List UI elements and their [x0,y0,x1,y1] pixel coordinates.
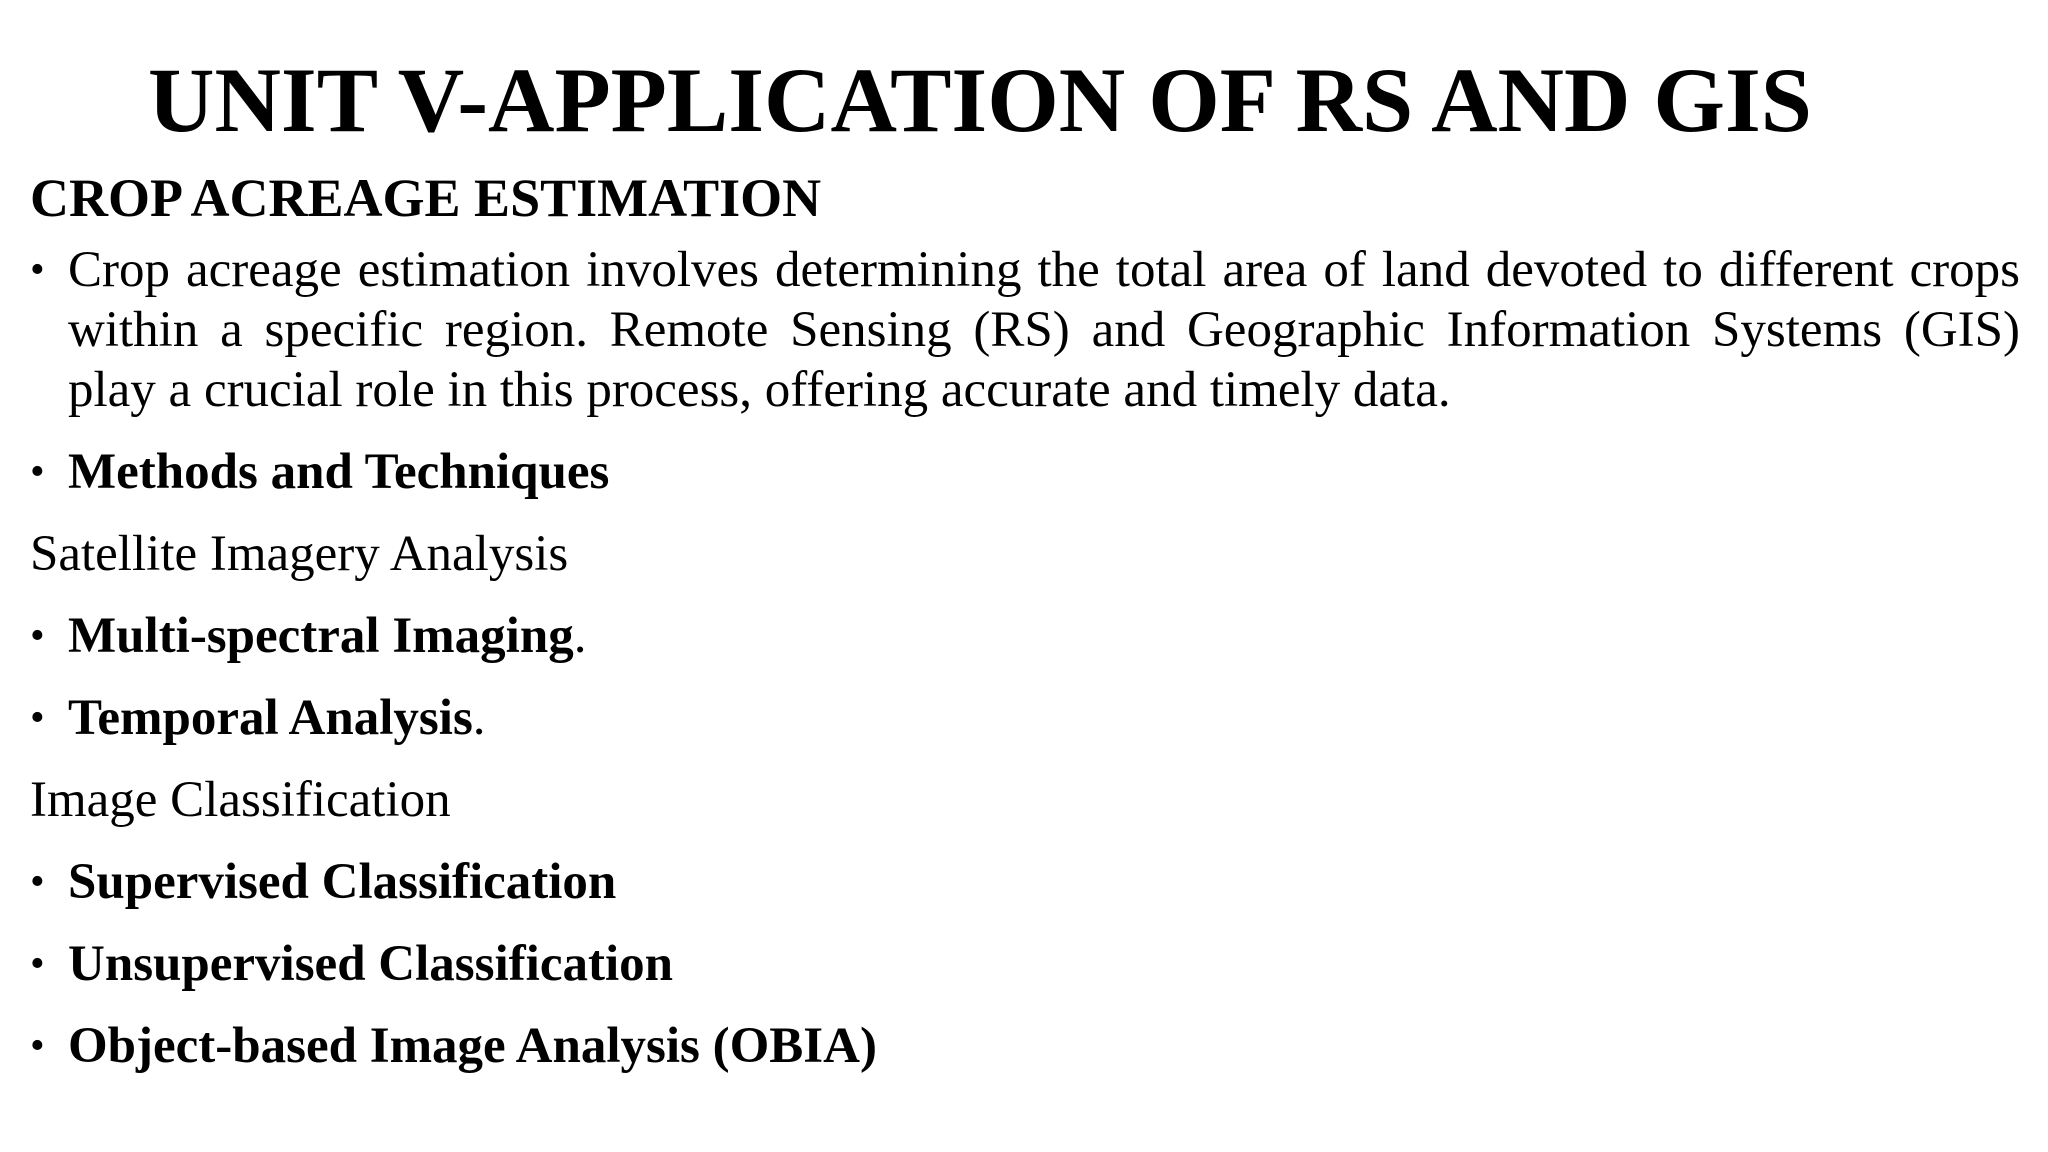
bullet-supervised [30,852,2020,912]
bullet-obia [30,1016,2020,1076]
methods-heading: Methods and Techniques [68,444,610,500]
slide-content [30,162,2020,1098]
obia-label: Object-based Image Analysis (OBIA) [68,1018,877,1074]
unsupervised-label: Unsupervised Classification [68,936,673,992]
satellite-heading: Satellite Imagery Analysis [30,526,569,582]
multispectral-label: Multi-spectral Imaging [68,608,574,664]
bullet-marker: • [30,613,45,659]
temporal-label: Temporal Analysis [68,690,473,746]
bullet-unsupervised [30,934,2020,994]
classification-heading: Image Classification [30,772,451,828]
bullet-marker: • [30,695,45,741]
bullet-marker: • [30,449,45,495]
temporal-suffix: . [472,690,486,746]
bullet-methods [30,442,2020,502]
supervised-label: Supervised Classification [68,854,617,910]
intro-paragraph: Crop acreage estimation involves determining the total area of land devoted to different crops within a specific region. Remote Sensing (RS) and Geographic Information Systems (GIS) play a crucial role in this process, offering accurate and timely data. [68,242,2020,418]
bullet-marker: • [30,1023,45,1069]
bullet-marker: • [30,247,45,293]
bullet-temporal [30,688,2020,748]
section-heading: CROP ACREAGE ESTIMATION [30,168,822,228]
multispectral-suffix: . [573,608,587,664]
bullet-marker: • [30,859,45,905]
bullet-marker: • [30,941,45,987]
slide-title: UNIT V-APPLICATION OF RS AND GIS [148,49,1812,151]
bullet-multispectral [30,606,2020,666]
bullet-intro [30,240,2020,420]
